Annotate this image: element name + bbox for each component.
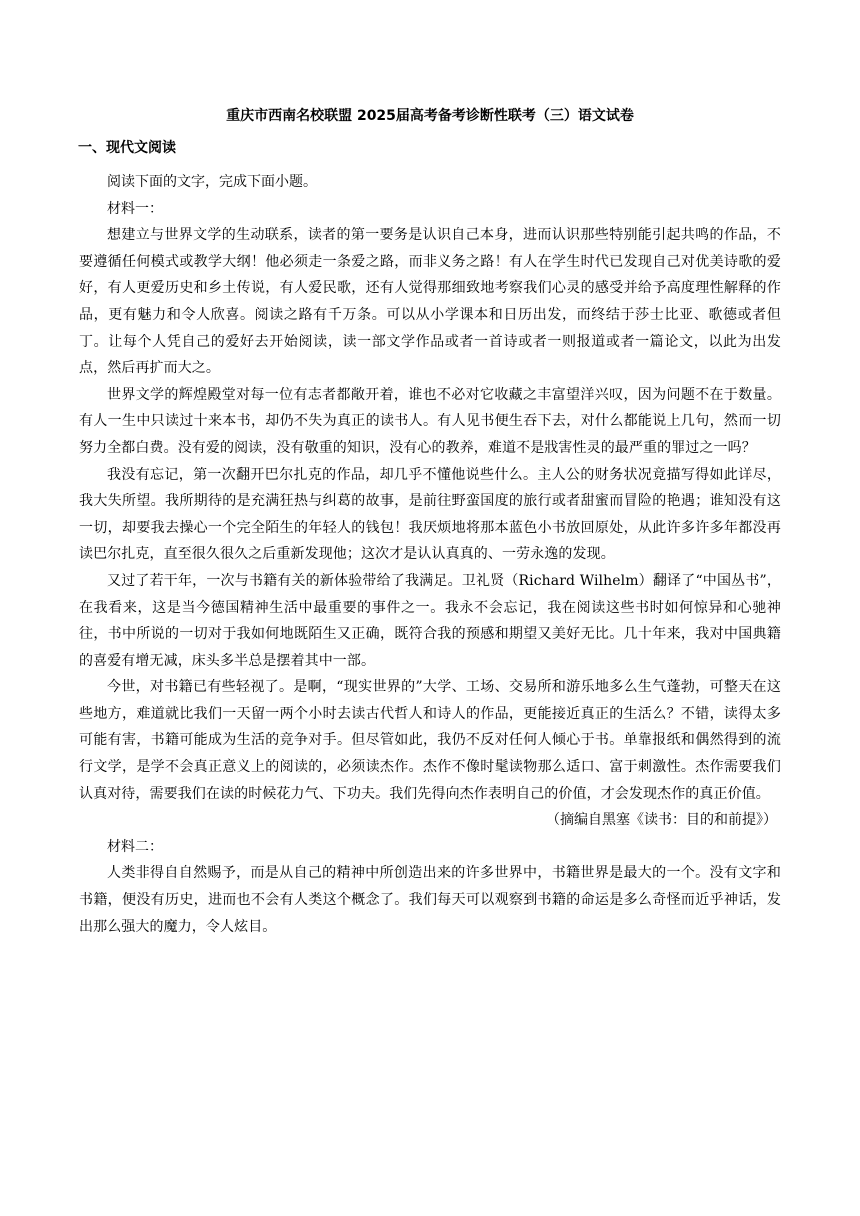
material-one-label: 材料一：	[107, 200, 163, 217]
material-one-paragraph: 世界文学的辉煌殿堂对每一位有志者都敞开着，谁也不必对它收藏之丰富望洋兴叹，因为问题不在于数量。有人一生中只读过十来本书，却仍不失为真正的读书人。有人见书便生吞下去，对什么都能说上几句，然而一切努力全都白费。没有爱的阅读，没有敬重的知识，没有心的教养，难道不是戕害性灵的最严重的罪过之一吗？	[79, 386, 781, 456]
material-one-paragraph: 我没有忘记，第一次翻开巴尔扎克的作品，却几乎不懂他说些什么。主人公的财务状况竟描写得如此详尽，我大失所望。我所期待的是充满狂热与纠葛的故事，是前往野蛮国度的旅行或者甜蜜而冒险的艳遇；谁知没有这一切，却要我去操心一个完全陌生的年轻人的钱包！我厌烦地将那本蓝色小书放回原处，从此许多许多年都没再读巴尔扎克，直至很久很久之后重新发现他；这次才是认认真真的、一劳永逸的发现。	[79, 466, 781, 563]
document-title: 重庆市西南名校联盟 2025届高考备考诊断性联考（三）语文试卷	[226, 108, 634, 124]
section-heading: 一、现代文阅读	[78, 140, 176, 156]
document-content	[79, 103, 781, 940]
material-one-paragraph: 想建立与世界文学的生动联系，读者的第一要务是认识自己本身，进而认识那些特别能引起共鸣的作品，不要遵循任何模式或教学大纲！他必须走一条爱之路，而非义务之路！有人在学生时代已发现自己对优美诗歌的爱好，有人更爱历史和乡土传说，有人爱民歌，还有人觉得那细致地考察我们心灵的感受并给予高度理性解释的作品，更有魅力和令人欣喜。阅读之路有千万条。可以从小学课本和日历出发，而终结于莎士比亚、歌德或者但丁。让每个人凭自己的爱好去开始阅读，读一部文学作品或者一首诗或者一则报道或者一篇论文，以此为出发点，然后再扩而大之。	[79, 227, 781, 377]
reading-instruction: 阅读下面的文字，完成下面小题。	[107, 174, 317, 190]
material-one-paragraph: 今世，对书籍已有些轻视了。是啊，“现实世界的”大学、工场、交易所和游乐地多么生气蓬勃，可整天在这些地方，难道就比我们一天留一两个小时去读古代哲人和诗人的作品，更能接近真正的生活么？不错，读得太多可能有害，书籍可能成为生活的竞争对手。但尽管如此，我仍不反对任何人倾心于书。单靠报纸和偶然得到的流行文学，是学不会真正意义上的阅读的，必须读杰作。杰作不像时髦读物那么适口、富于刺激性。杰作需要我们认真对待，需要我们在读的时候花力气、下功夫。我们先得向杰作表明自己的价值，才会发现杰作的真正价值。	[79, 679, 781, 802]
material-two-paragraph: 人类非得自自然赐予，而是从自己的精神中所创造出来的许多世界中，书籍世界是最大的一个。没有文字和书籍，便没有历史，进而也不会有人类这个概念了。我们每天可以观察到书籍的命运是多么奇怪而近乎神话，发出那么强大的魔力，令人炫目。	[79, 865, 781, 935]
material-two-label: 材料二：	[107, 838, 163, 855]
material-one-paragraph: 又过了若干年，一次与书籍有关的新体验带给了我满足。卫礼贤（Richard Wilhelm）翻译了“中国丛书”，在我看来，这是当今德国精神生活中最重要的事件之一。我永不会忘记，我在阅读这些书时如何惊异和心驰神往，书中所说的一切对于我如何地既陌生又正确，既符合我的预感和期望又美好无比。几十年来，我对中国典籍的喜爱有增无减，床头多半总是摆着其中一部。	[79, 572, 781, 669]
material-one-source: （摘编自黑塞《读书：目的和前提》）	[546, 812, 777, 829]
